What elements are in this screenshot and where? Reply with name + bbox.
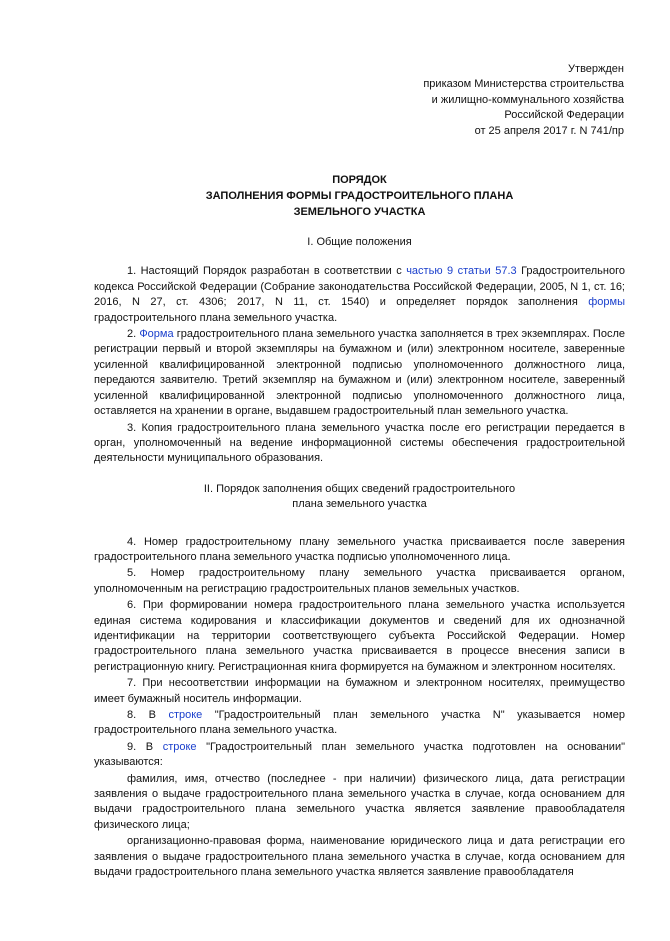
document-title — [94, 172, 625, 220]
section-heading-general: I. Общие положения — [307, 236, 412, 249]
paragraph-legal-entity: организационно-правовая форма, наименование юридического лица и дата регистрации его заявления о выдаче градостроительного плана земельного участка в случае, когда основанием для выдачи градостроительного плана земельного участка является заявление правообладателя — [94, 835, 625, 879]
title-line: ПОРЯДОК — [332, 174, 387, 187]
paragraph-5: 5. Номер градостроительному плану земельного участка присваивается органом, уполномоченным на регистрацию градостроительных планов земельных участков. — [94, 567, 625, 595]
approval-line: приказом Министерства строительства — [423, 78, 624, 91]
approval-line: Российской Федерации — [504, 109, 624, 122]
link-line[interactable]: строке — [168, 709, 203, 721]
paragraph-text: градостроительного плана земельного участка. — [94, 311, 338, 324]
section-heading-line: II. Порядок заполнения общих сведений градостроительного — [203, 482, 516, 495]
paragraph-7: 7. При несоответствии информации на бумажном и электронном носителях, преимущество имеет бумажный носитель информации. — [94, 677, 625, 705]
paragraph-text: 2. — [127, 328, 140, 341]
paragraph-6: 6. При формировании номера градостроительного плана земельного участка используется единая система кодирования и классификации документов и сведений для их однозначной идентификации на территории соответствующего субъекта Российской Федерации. Номер градостроительного плана земельного участка присваивается в процессе внесения записи в регистрационную книгу. Регистрационная книга формируется на бумажном и электронном носителях. — [94, 599, 625, 673]
paragraph-text: градостроительного плана земельного участка заполняется в трех экземплярах. После регистрации первый и второй экземпляры на бумажном и (или) электронном носителе, заверенные усиленной квалифицированной электронной подписью уполномоченного должностного лица, передаются заявителю. Третий экземпляр на бумажном и (или) электронном носителе, заверенный усиленной квалифицированной электронной подписью уполномоченного должностного лица, оставляется на хранении в органе, выдавшем градостроительный план земельного участка. — [94, 328, 625, 418]
paragraph-text: "Градостроительный план земельного участка N" указывается номер градостроительного плана земельного участка. — [94, 709, 626, 737]
link-line[interactable]: строке — [162, 740, 197, 753]
approval-line: и жилищно-коммунального хозяйства — [431, 93, 624, 106]
paragraph-text: Градостроительного кодекса Российской Федерации (Собрание законодательства Российской Федерации, 2005, N 1, ст. 16; 2016, N 27, ст. 4306; 2017, N 11, ст. 1540) и определяет порядок заполнения — [94, 265, 625, 309]
paragraph-3: 3. Копия градостроительного плана земельного участка после его регистрации передается в орган, уполномоченный на ведение информационной системы обеспечения градостроительной деятельности муниципального образования. — [94, 421, 625, 465]
section-heading-general-info — [94, 482, 625, 513]
approval-line: от 25 апреля 2017 г. N 741/пр — [474, 124, 624, 137]
link-article-57-3[interactable]: частью 9 статьи 57.3 — [406, 265, 517, 278]
link-form[interactable]: формы — [588, 296, 625, 309]
paragraph-1 — [94, 264, 625, 326]
paragraph-text: 9. В — [127, 740, 163, 753]
approval-block — [94, 62, 624, 139]
paragraph-text: "Градостроительный план земельного участка подготовлен на основании" указываются: — [94, 740, 626, 769]
link-form[interactable]: Форма — [139, 328, 174, 341]
title-line: ЗАПОЛНЕНИЯ ФОРМЫ ГРАДОСТРОИТЕЛЬНОГО ПЛАНА — [205, 190, 514, 203]
paragraph-9 — [94, 740, 625, 771]
approval-line: Утвержден — [568, 63, 624, 75]
paragraph-text: 1. Настоящий Порядок разработан в соответствии с — [127, 265, 407, 278]
paragraph-4: 4. Номер градостроительному плану земельного участка присваивается после заверения градостроительного плана земельного участка подписью уполномоченного лица. — [94, 535, 625, 563]
paragraph-text: 8. В — [127, 709, 169, 721]
title-line: ЗЕМЕЛЬНОГО УЧАСТКА — [293, 206, 426, 219]
paragraph-8 — [94, 708, 625, 739]
paragraph-individual: фамилия, имя, отчество (последнее - при наличии) физического лица, дата регистрации заявления о выдаче градостроительного плана земельного участка в случае, когда основанием для выдачи градостроительного плана земельного участка является заявление правообладателя физического лица; — [94, 772, 625, 831]
section-heading-line: плана земельного участка — [292, 498, 427, 511]
paragraph-2 — [94, 327, 625, 419]
